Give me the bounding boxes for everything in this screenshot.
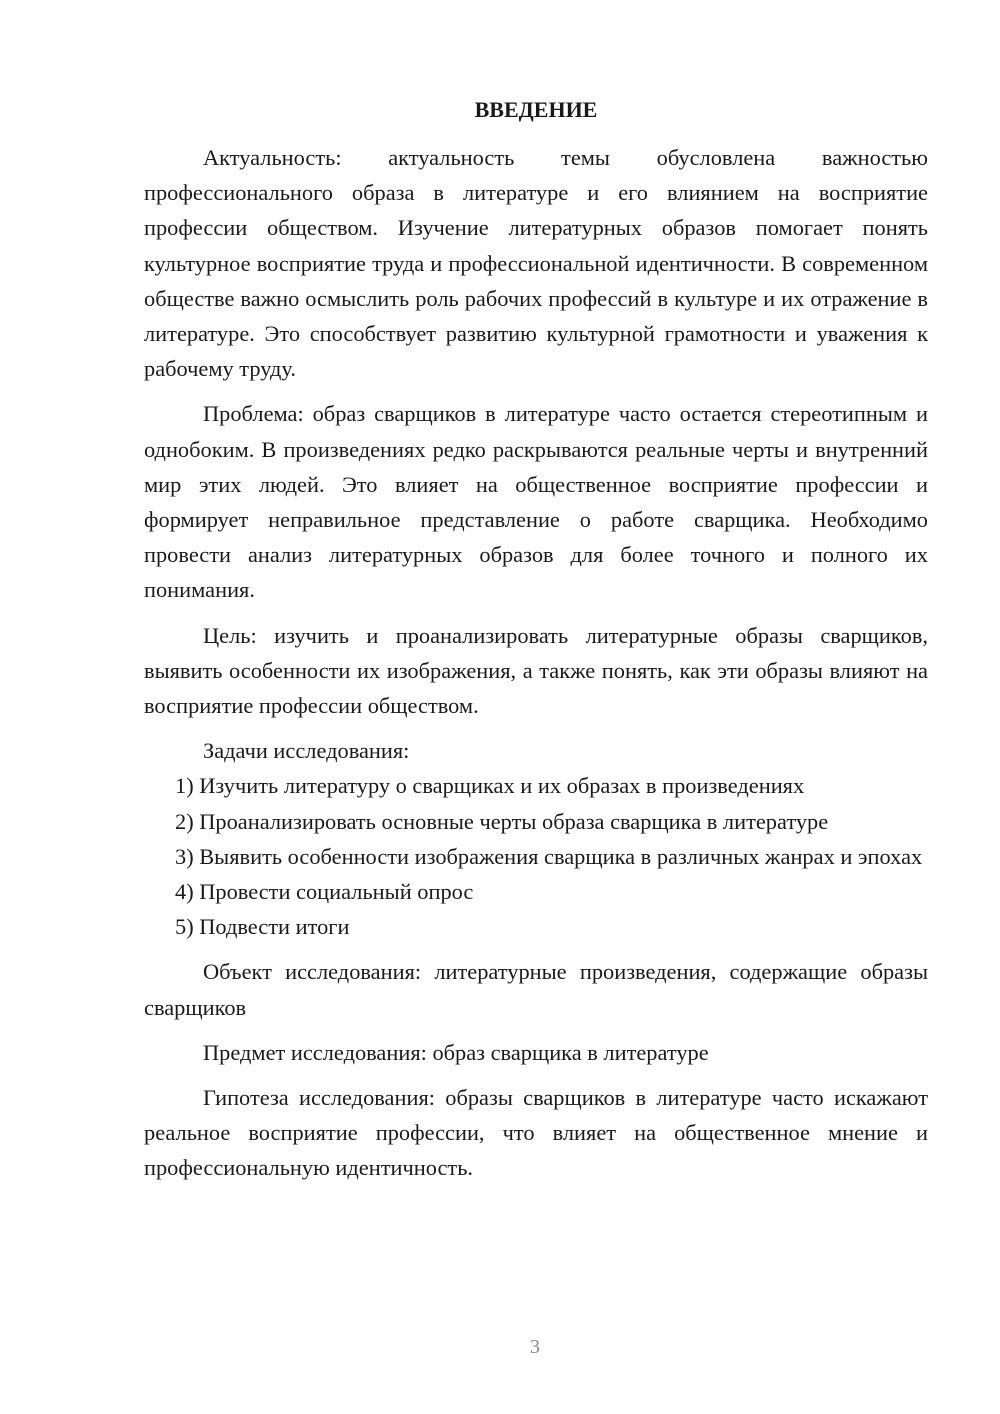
- object-paragraph: Объект исследования: литературные произведения, содержащие образы сварщиков: [144, 959, 928, 1020]
- task-item-5: 5) Подвести итоги: [175, 914, 350, 940]
- task-item-4: 4) Провести социальный опрос: [175, 879, 474, 905]
- subject-paragraph: Предмет исследования: образ сварщика в литературе: [203, 1039, 709, 1065]
- tasks-list: [144, 768, 928, 944]
- relevance-paragraph: Актуальность: актуальность темы обусловлена важностью профессионального образа в литературе и его влиянием на восприятие профессии обществом. Изучение литературных образов помогает понять культурное восприятие труда и профессиональной идентичности. В современном обществе важно осмыслить роль рабочих профессий в культуре и их отражение в литературе. Это способствует развитию культурной грамотности и уважения к рабочему труду.: [144, 145, 928, 382]
- task-item-2: 2) Проанализировать основные черты образа сварщика в литературе: [175, 808, 829, 834]
- task-item-3: 3) Выявить особенности изображения сварщика в различных жанрах и эпохах: [175, 843, 923, 869]
- task-item-1: 1) Изучить литературу о сварщиках и их образах в произведениях: [175, 773, 805, 799]
- section-heading: ВВЕДЕНИЕ: [474, 97, 598, 122]
- problem-paragraph: Проблема: образ сварщиков в литературе часто остается стереотипным и однобоким. В произведениях редко раскрываются реальные черты и внутренний мир этих людей. Это влияет на общественное восприятие профессии и формирует неправильное представление о работе сварщика. Необходимо провести анализ литературных образов для более точного и полного их понимания.: [144, 401, 928, 603]
- goal-paragraph: Цель: изучить и проанализировать литературные образы сварщиков, выявить особенности их изображения, а также понять, как эти образы влияют на восприятие профессии обществом.: [144, 622, 928, 719]
- page-number: 3: [530, 1336, 540, 1358]
- tasks-title: Задачи исследования:: [203, 738, 410, 764]
- page-content: [144, 92, 928, 1186]
- hypothesis-paragraph: Гипотеза исследования: образы сварщиков в литературе часто искажают реальное восприятие профессии, что влияет на общественное мнение и профессиональную идентичность.: [144, 1085, 928, 1181]
